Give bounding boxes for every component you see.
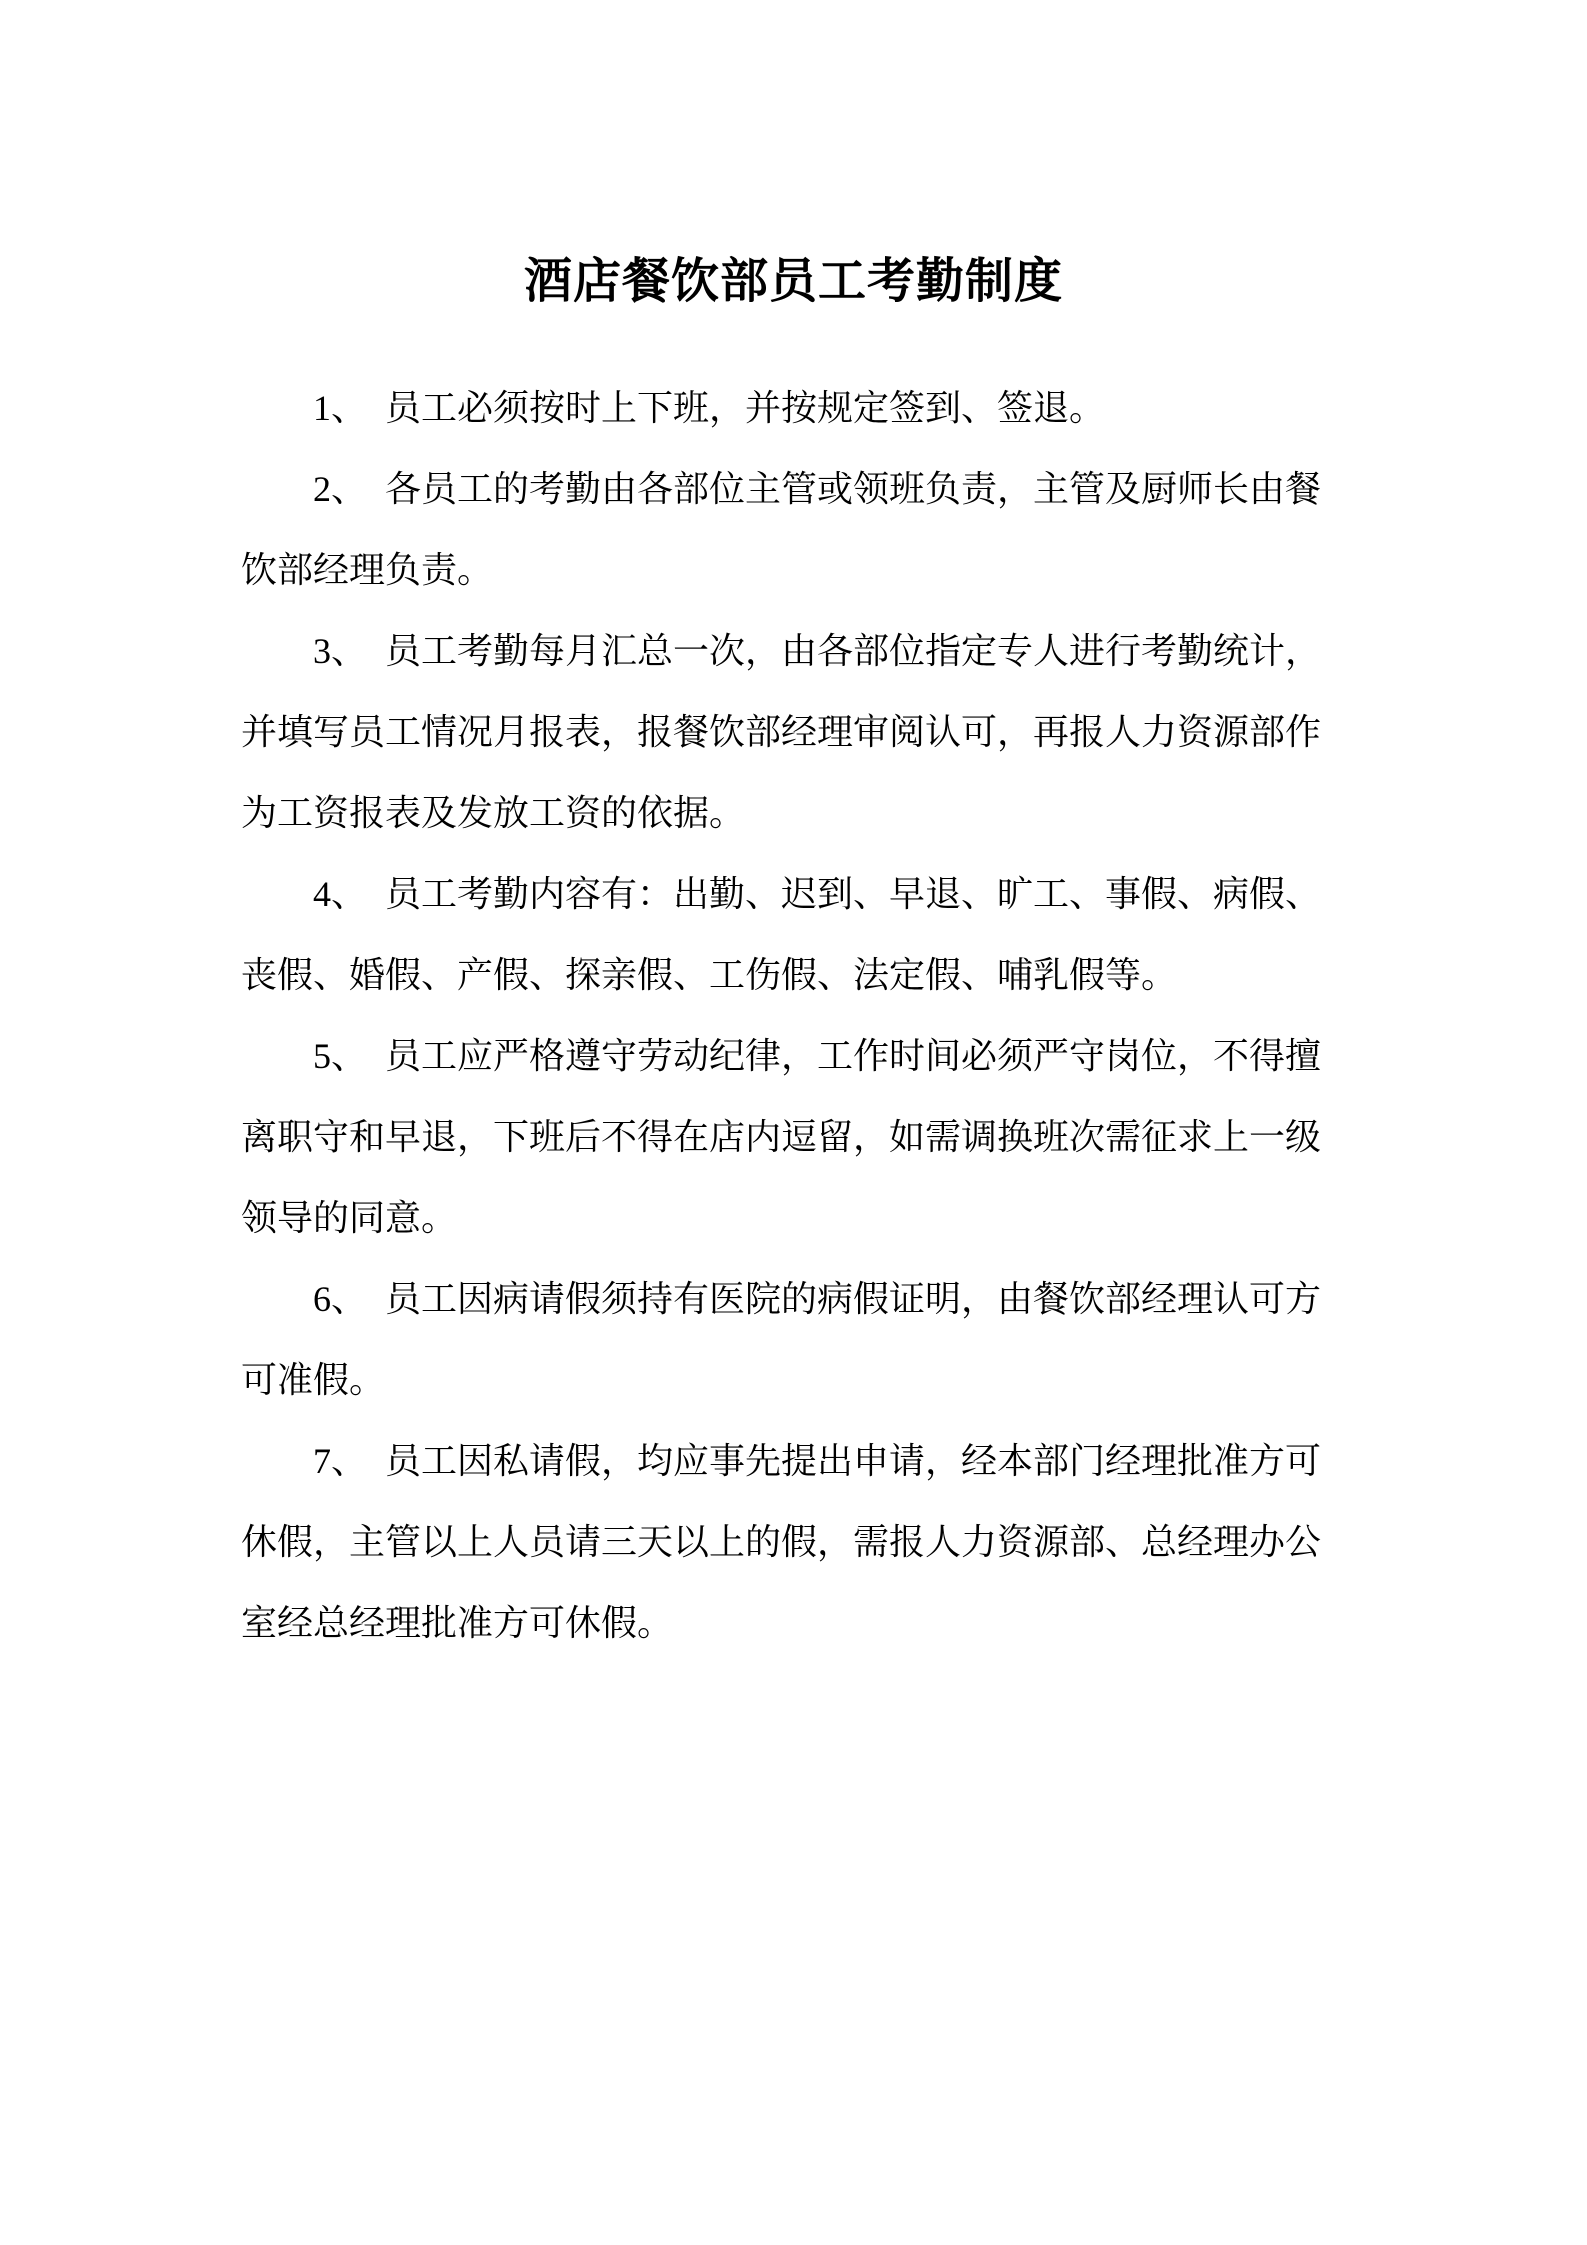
- document-body: [241, 368, 1351, 1664]
- paragraph-7-line-1: 7、 员工因私请假，均应事先提出申请，经本部门经理批准方可: [313, 1441, 1322, 1481]
- paragraph-1: [241, 368, 1351, 449]
- paragraph-5: [241, 1016, 1351, 1259]
- paragraph-2: [241, 449, 1351, 611]
- paragraph-7: [241, 1421, 1351, 1664]
- paragraph-5-line-2: 离职守和早退，下班后不得在店内逗留，如需调换班次需征求上一级: [241, 1117, 1322, 1157]
- paragraph-6-line-2: 可准假。: [241, 1360, 386, 1400]
- paragraph-3-line-3: 为工资报表及发放工资的依据。: [241, 793, 746, 833]
- paragraph-4: [241, 854, 1351, 1016]
- paragraph-5-line-3: 领导的同意。: [241, 1198, 458, 1238]
- paragraph-7-line-3: 室经总经理批准方可休假。: [241, 1603, 674, 1643]
- paragraph-4-line-2: 丧假、婚假、产假、探亲假、工伤假、法定假、哺乳假等。: [241, 955, 1178, 995]
- paragraph-4-line-1: 4、 员工考勤内容有：出勤、迟到、早退、旷工、事假、病假、: [313, 874, 1322, 914]
- paragraph-6-line-1: 6、 员工因病请假须持有医院的病假证明，由餐饮部经理认可方: [313, 1279, 1322, 1319]
- paragraph-3: [241, 611, 1351, 854]
- paragraph-6: [241, 1259, 1351, 1421]
- paragraph-3-line-2: 并填写员工情况月报表，报餐饮部经理审阅认可，再报人力资源部作: [241, 712, 1322, 752]
- document-title: 酒店餐饮部员工考勤制度: [523, 255, 1063, 308]
- paragraph-2-line-1: 2、 各员工的考勤由各部位主管或领班负责，主管及厨师长由餐: [313, 469, 1322, 509]
- paragraph-3-line-1: 3、 员工考勤每月汇总一次，由各部位指定专人进行考勤统计，: [313, 631, 1322, 671]
- paragraph-5-line-1: 5、 员工应严格遵守劳动纪律，工作时间必须严守岗位，不得擅: [313, 1036, 1322, 1076]
- paragraph-2-line-2: 饮部经理负责。: [241, 550, 494, 590]
- paragraph-7-line-2: 休假，主管以上人员请三天以上的假，需报人力资源部、总经理办公: [241, 1522, 1322, 1562]
- paragraph-1-line-1: 1、 员工必须按时上下班，并按规定签到、签退。: [313, 388, 1106, 428]
